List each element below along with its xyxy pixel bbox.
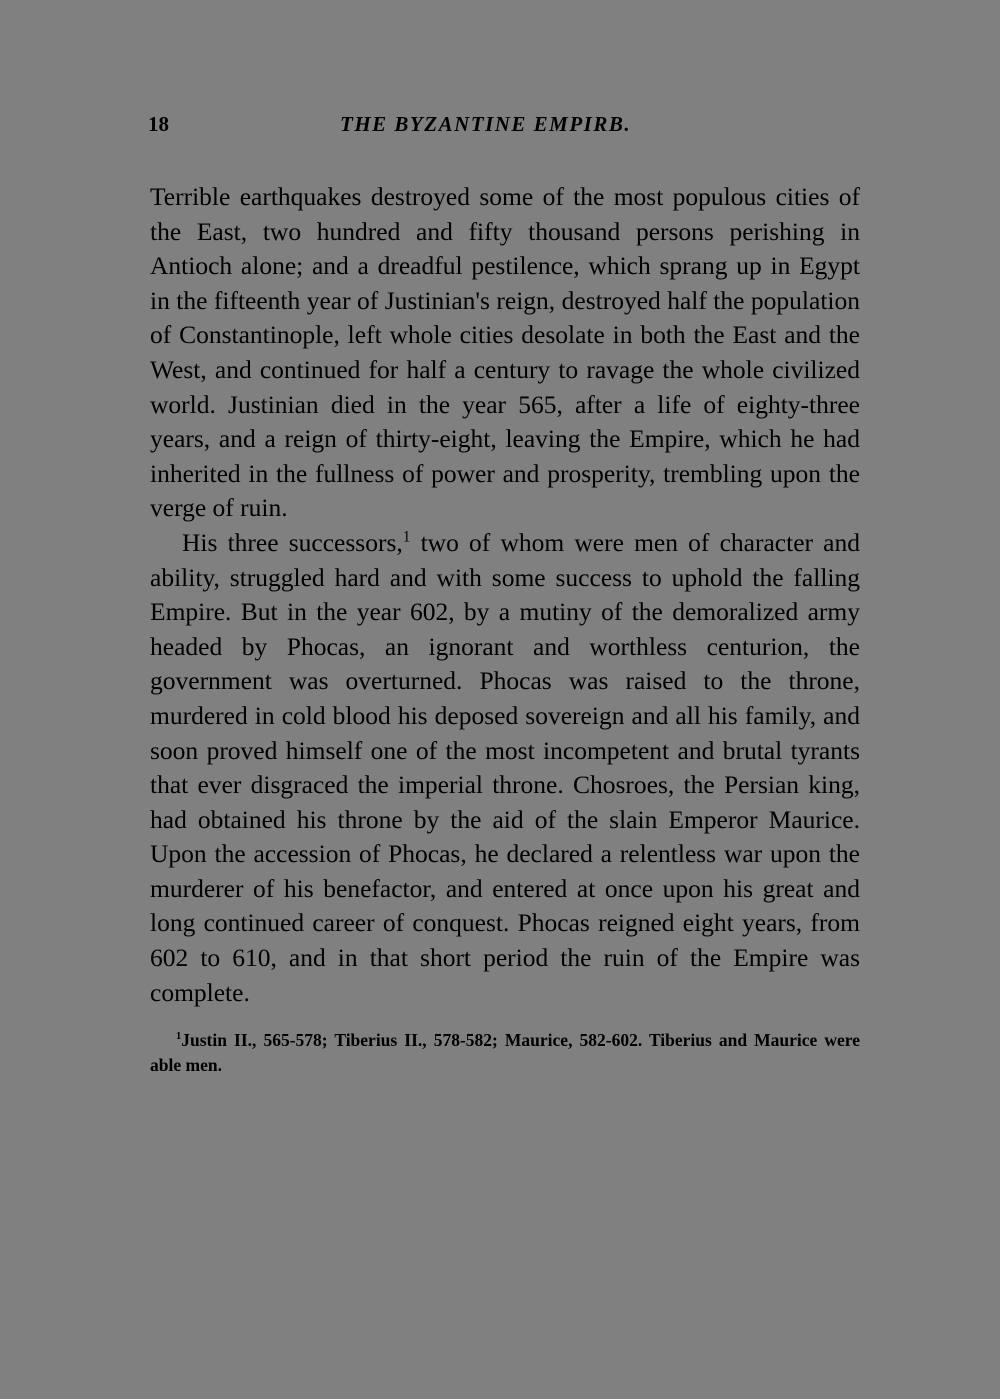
body-text: [150, 180, 860, 1010]
running-head: [150, 112, 860, 148]
footnote: [150, 1028, 860, 1078]
footnote-reference-mark: 1: [402, 528, 411, 546]
footnote-text: Justin II., 565-578; Tiberius II., 578-582; Maurice, 582-602. Tiberius and Maurice were able men.: [150, 1030, 860, 1076]
paragraph-2-rest: two of whom were men of character and ability, struggled hard and with some success to uphold the falling Empire. But in the year 602, by a mutiny of the demoralized army headed by Phocas, an ignorant and worthless centurion, the government was overturned. Phocas was raised to the throne, murdered in cold blood his deposed sovereign and all his family, and soon proved himself one of the most incompetent and brutal tyrants that ever disgraced the imperial throne. Chosroes, the Persian king, had obtained his throne by the aid of the slain Emperor Maurice. Upon the accession of Phocas, he declared a relentless war upon the murderer of his benefactor, and entered at once upon his great and long continued career of conquest. Phocas reigned eight years, from 602 to 610, and in that short period the ruin of the Empire was complete.: [150, 527, 861, 1007]
paragraph-1: Terrible earthquakes destroyed some of the most populous cities of the East, two hundred and fifty thousand persons perishing in Antioch alone; and a dreadful pestilence, which sprang up in Egypt in the fifteenth year of Justinian's reign, destroyed half the population of Constantinople, left whole cities desolate in both the East and the West, and continued for half a century to ravage the whole civilized world. Justinian died in the year 565, after a life of eighty-three years, and a reign of thirty-eight, leaving the Empire, which he had inherited in the fullness of power and prosperity, trembling upon the verge of ruin.: [150, 182, 860, 523]
paragraph-2-start: His three successors,: [182, 527, 403, 557]
page-number: 18: [148, 112, 169, 136]
book-page: [150, 112, 860, 1078]
paragraph-2: [150, 526, 860, 1010]
running-title: THE BYZANTINE EMPIRB.: [340, 112, 632, 136]
footnote-mark: 1: [176, 1031, 182, 1043]
